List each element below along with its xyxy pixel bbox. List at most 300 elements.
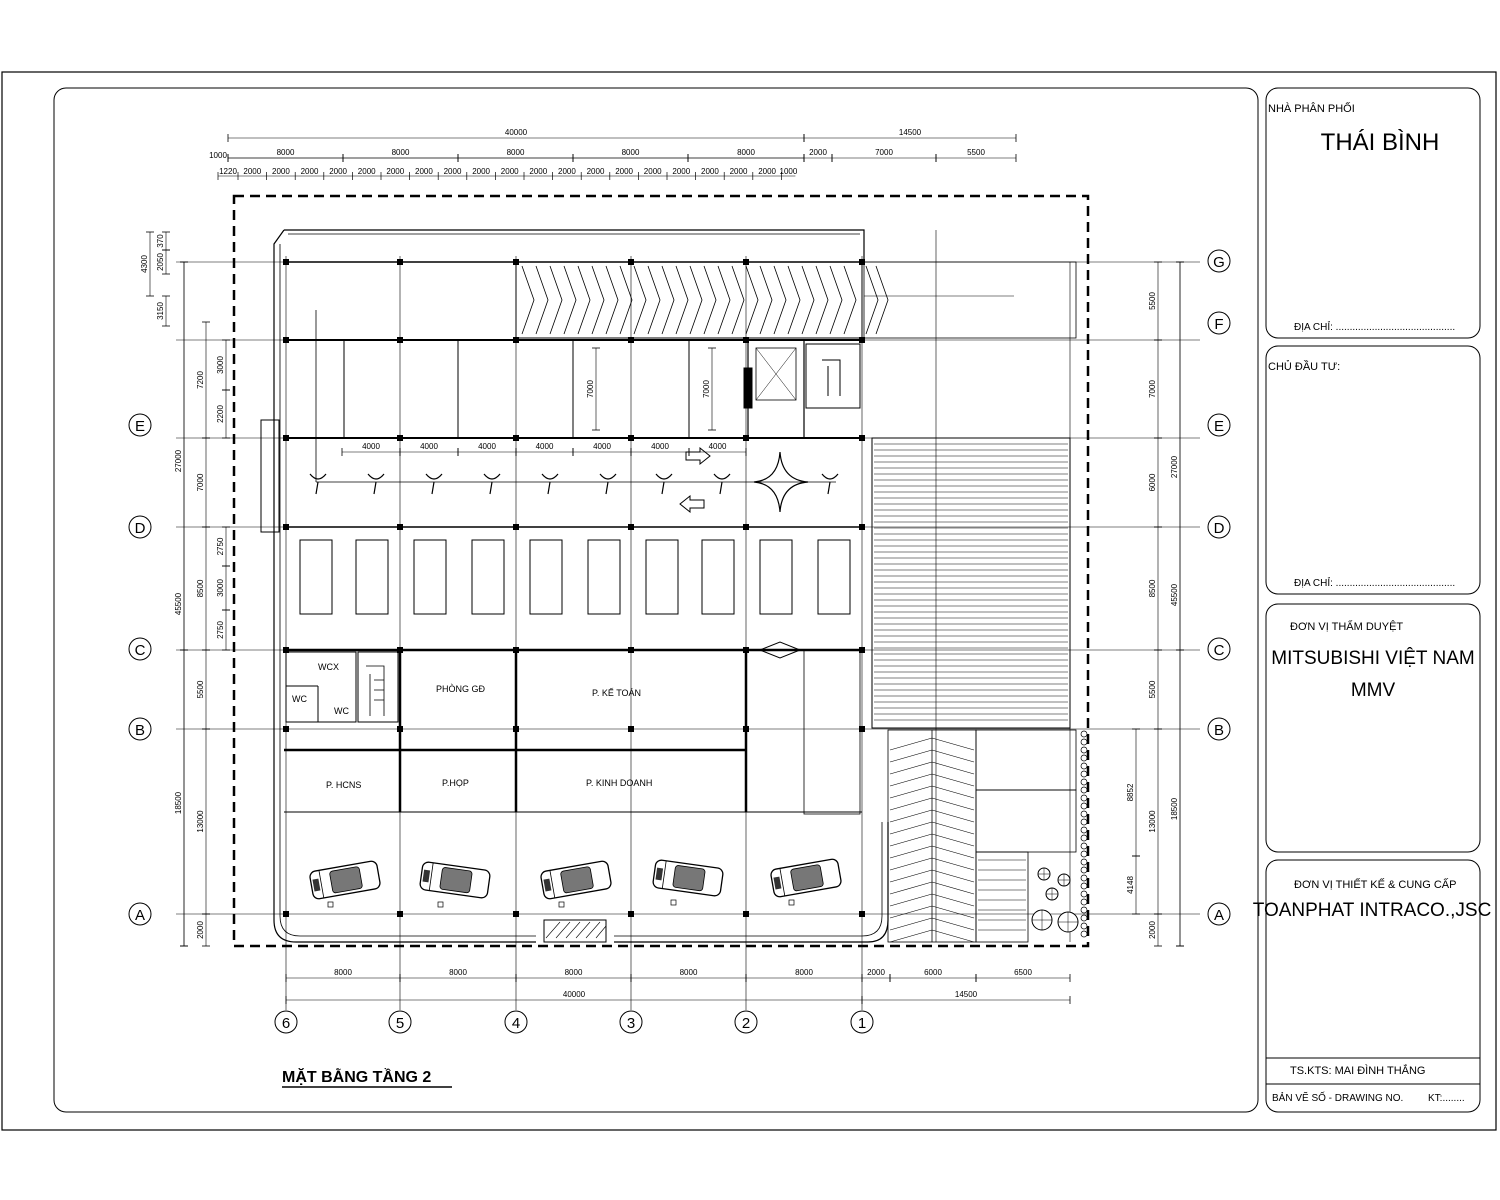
ramp-hatch-line <box>890 810 932 822</box>
parking-space <box>300 540 332 614</box>
chevron-line <box>606 266 618 334</box>
dim-right-total: 45500 <box>1170 583 1179 607</box>
dim-bottom-bay: 8000 <box>564 968 583 977</box>
reviewer-name-1: MITSUBISHI VIỆT NAM <box>1271 648 1475 669</box>
column <box>397 337 403 343</box>
dim-inner-4000: 4000 <box>535 442 554 451</box>
car-marker <box>789 900 794 905</box>
svg-text:1: 1 <box>857 1015 867 1032</box>
parking-space <box>472 540 504 614</box>
parking-space <box>530 540 562 614</box>
column <box>513 524 519 530</box>
column <box>397 911 403 917</box>
dim-top-sub: 2000 <box>272 167 290 176</box>
checker-label: KT:........ <box>1428 1093 1465 1104</box>
dim-inner-4000: 4000 <box>362 442 380 451</box>
ramp-hatch-line <box>890 822 932 834</box>
vehicle-track-mark <box>656 474 672 494</box>
dim-top-sub: 2000 <box>729 167 748 176</box>
grid-bubble-row-a-left <box>129 903 151 925</box>
ramp-hatch-line <box>890 858 932 870</box>
ramp-hatch-line <box>932 798 974 810</box>
svg-text:C: C <box>1213 642 1225 659</box>
chevron-line <box>634 266 646 334</box>
column <box>397 435 403 441</box>
chevron-line <box>676 266 688 334</box>
dim-right-sub: 8852 <box>1126 783 1135 802</box>
svg-text:D: D <box>1213 520 1225 537</box>
svg-text:4: 4 <box>511 1015 521 1032</box>
chevron-line <box>718 266 730 334</box>
ramp-hatch-line <box>932 918 974 930</box>
ramp-hatch-line <box>932 894 974 906</box>
chevron-line <box>830 266 842 334</box>
chevron-line <box>620 266 632 334</box>
hedge-shrub <box>1081 795 1087 801</box>
dim-right-row: 7000 <box>1148 380 1157 398</box>
chevron-line <box>774 266 786 334</box>
chevron-line <box>844 266 856 334</box>
vehicle-track-mark <box>600 474 616 494</box>
dim-left-row: 7000 <box>196 473 205 492</box>
car-roof <box>440 867 473 893</box>
chevron-line <box>788 266 800 334</box>
dim-right-row: 5500 <box>1148 292 1157 310</box>
ramp-hatch-line <box>890 738 932 750</box>
distributor-name: THÁI BÌNH <box>1320 129 1440 156</box>
dim-top-sub: 2000 <box>386 167 405 176</box>
ramp-hatch-line <box>890 906 932 918</box>
drawing-title: MẶT BẰNG TẦNG 2 <box>282 1069 432 1086</box>
ramp-hatch-line <box>890 894 932 906</box>
column <box>628 911 634 917</box>
room-hcns: P. HCNS <box>326 780 362 790</box>
car-marker <box>328 902 333 907</box>
ramp-hatch-line <box>890 846 932 858</box>
roof-chevron-hatch <box>522 266 888 334</box>
grid-bubble-row-a-right <box>1208 903 1230 925</box>
hedge-shrub <box>1081 891 1087 897</box>
dim-bottom-bay: 8000 <box>795 968 813 977</box>
room-wc-2: WC <box>334 706 349 716</box>
dim-right-sub: 4148 <box>1126 876 1135 894</box>
car-roof <box>790 864 823 891</box>
dim-right-row: 6000 <box>1148 473 1157 492</box>
car-marker <box>671 900 676 905</box>
dim-top-right-bay: 7000 <box>875 148 893 157</box>
dim-top-sub: 2000 <box>243 167 262 176</box>
elevator-core <box>744 340 804 438</box>
hedge-shrub <box>1081 739 1087 745</box>
column <box>513 435 519 441</box>
chevron-line <box>522 266 534 334</box>
dim-left-row: 13000 <box>196 810 205 833</box>
dim-right-row: 2000 <box>1148 921 1157 939</box>
dim-bottom-bay: 8000 <box>449 968 467 977</box>
room-kinh-doanh: P. KINH DOANH <box>586 778 653 788</box>
entrance-hatch <box>546 922 606 938</box>
parking-space <box>702 540 734 614</box>
dim-top-sub: 2000 <box>643 167 662 176</box>
vehicle-track-mark <box>714 474 730 494</box>
dim-top-sub: 2000 <box>701 167 719 176</box>
ramp-hatch-line <box>932 882 974 894</box>
dim-top-sub: 2000 <box>329 167 347 176</box>
landscape-trees <box>1032 731 1087 937</box>
hedge-shrub <box>1081 771 1087 777</box>
dim-top-bay: 8000 <box>391 148 410 157</box>
designer-label: ĐƠN VỊ THIẾT KẾ & CUNG CẤP <box>1294 879 1457 891</box>
chevron-line <box>816 266 828 334</box>
dim-left-sub: 3000 <box>216 579 225 597</box>
chevron-line <box>746 266 758 334</box>
dim-left-row: 7200 <box>196 371 205 389</box>
dim-top-right-bay: 5500 <box>967 148 985 157</box>
grid-bubble-row-b-left <box>129 718 151 740</box>
ramp-hatch-line <box>932 870 974 882</box>
chevron-line <box>648 266 660 334</box>
dim-right-18500: 18500 <box>1170 797 1179 821</box>
distributor-label: NHÀ PHÂN PHỐI <box>1268 103 1355 115</box>
hedge-shrub <box>1081 755 1087 761</box>
site-boundary <box>234 196 1088 946</box>
showroom-cars <box>309 858 842 907</box>
dim-top-sub: 2000 <box>529 167 548 176</box>
dim-bottom-bay: 8000 <box>334 968 352 977</box>
ramp-hatch-line <box>890 786 932 798</box>
dim-right-row: 5500 <box>1148 680 1157 699</box>
svg-text:D: D <box>134 520 146 537</box>
dim-bottom-bay: 6500 <box>1014 968 1032 977</box>
hedge-shrub <box>1081 899 1087 905</box>
dim-inner-4000: 4000 <box>478 442 496 451</box>
reviewer-name-2: MMV <box>1350 680 1396 701</box>
ramp-hatch <box>890 738 1026 942</box>
grid-bubbles-bottom <box>275 1011 873 1033</box>
hatched-roof-area <box>516 262 862 338</box>
architect-name: TS.KTS: MAI ĐÌNH THẮNG <box>1290 1065 1426 1077</box>
dim-bottom-right-total: 14500 <box>954 990 978 999</box>
canopy-area <box>864 262 1076 338</box>
ramp-hatch-line <box>932 750 974 762</box>
investor-address: ĐỊA CHỈ: ........................................... <box>1294 578 1456 589</box>
car-roof <box>560 866 593 893</box>
dim-top-sub: 1000 <box>779 167 798 176</box>
title-box-investor <box>1266 346 1480 594</box>
chevron-line <box>732 266 744 334</box>
column <box>283 337 289 343</box>
svg-text:3: 3 <box>626 1015 636 1032</box>
dim-bottom-bay: 8000 <box>679 968 698 977</box>
dim-left-sub: 2200 <box>216 405 225 423</box>
car <box>419 861 490 898</box>
ramp-hatch-line <box>932 906 974 918</box>
entrance-feature <box>261 420 279 532</box>
grid-bubble-row-c-right <box>1208 638 1230 660</box>
car-roof <box>329 866 362 893</box>
hedge-shrub <box>1081 907 1087 913</box>
dim-inner-4000: 4000 <box>420 442 438 451</box>
column <box>859 911 865 917</box>
car <box>770 858 842 897</box>
dim-left-top: 2050 <box>156 253 165 271</box>
chevron-line <box>704 266 716 334</box>
dim-top-sub: 2000 <box>558 167 576 176</box>
grid-bubbles-left <box>129 414 151 925</box>
dim-bottom-bay: 2000 <box>867 968 885 977</box>
stair-core-top <box>806 344 860 408</box>
column <box>397 524 403 530</box>
title-box-distributor <box>1266 88 1480 338</box>
ramp-hatch-line <box>932 846 974 858</box>
column <box>628 726 634 732</box>
dim-left-row: 8500 <box>196 579 205 598</box>
ramp-hatch-line <box>890 762 932 774</box>
parking-space <box>760 540 792 614</box>
hedge-shrub <box>1081 835 1087 841</box>
hedge-shrub <box>1081 851 1087 857</box>
room-wc-cx: WCX <box>318 662 339 672</box>
ramp-hatch-line <box>890 798 932 810</box>
ramp-hatch-line <box>890 750 932 762</box>
dim-right-27000: 27000 <box>1170 455 1179 479</box>
column <box>628 435 634 441</box>
svg-text:E: E <box>134 418 146 435</box>
hedge-shrub <box>1081 731 1087 737</box>
car <box>652 859 723 896</box>
dim-top-bay: 8000 <box>621 148 640 157</box>
hedge-shrub <box>1081 883 1087 889</box>
dim-inner-4000: 4000 <box>651 442 669 451</box>
chevron-line <box>662 266 674 334</box>
column <box>283 524 289 530</box>
hedge-shrub <box>1081 811 1087 817</box>
vehicle-track-mark <box>368 474 384 494</box>
dim-left-18500: 18500 <box>174 791 183 815</box>
room-hop: P.HỌP <box>442 778 469 788</box>
grid-bubble-col-1 <box>851 1011 873 1033</box>
dim-bottom-bay: 6000 <box>924 968 942 977</box>
ramp-hatch-line <box>932 930 974 942</box>
svg-text:C: C <box>134 642 146 659</box>
vehicle-track-mark <box>542 474 558 494</box>
grid-bubble-col-6 <box>275 1011 297 1033</box>
vehicle-track-mark <box>426 474 442 494</box>
dim-inner-7000: 7000 <box>586 380 595 398</box>
dim-left-sub: 3000 <box>216 356 225 374</box>
grid-bubble-col-5 <box>389 1011 411 1033</box>
dim-top-sub: 2000 <box>443 167 462 176</box>
grid-bubble-row-d-right <box>1208 516 1230 538</box>
grid-bubble-col-3 <box>620 1011 642 1033</box>
dim-right-row: 13000 <box>1148 810 1157 833</box>
dim-left-top: 3150 <box>156 302 165 320</box>
dim-top-right-total: 14500 <box>898 128 922 137</box>
dim-top-bay: 8000 <box>506 148 525 157</box>
chevron-line <box>802 266 814 334</box>
hedge-shrub <box>1081 747 1087 753</box>
column <box>859 435 865 441</box>
parking-space <box>414 540 446 614</box>
dim-left-top: 370 <box>156 234 165 248</box>
chevron-line <box>550 266 562 334</box>
grid-bubble-col-4 <box>505 1011 527 1033</box>
column <box>859 524 865 530</box>
grid-bubble-row-d-left <box>129 516 151 538</box>
chevron-line <box>592 266 604 334</box>
ramp-hatch-line <box>932 786 974 798</box>
parking-space <box>356 540 388 614</box>
grid-bubble-row-e-left <box>129 414 151 436</box>
column <box>743 911 749 917</box>
chevron-line <box>690 266 702 334</box>
title-block <box>1253 88 1492 1112</box>
dim-left-sub: 2750 <box>216 537 225 556</box>
column <box>283 726 289 732</box>
dim-left-row: 5500 <box>196 680 205 699</box>
vehicle-track-mark <box>310 474 326 494</box>
ramp-hatch-line <box>890 774 932 786</box>
column <box>283 259 289 265</box>
column <box>513 911 519 917</box>
chevron-line <box>536 266 548 334</box>
hedge-shrub <box>1081 819 1087 825</box>
ramp-hatch-line <box>932 762 974 774</box>
grid-bubble-row-e-right <box>1208 414 1230 436</box>
traffic-arrows <box>316 310 836 658</box>
vehicle-track-mark <box>484 474 500 494</box>
office-walls <box>284 650 862 814</box>
hedge-shrub <box>1081 915 1087 921</box>
svg-text:G: G <box>1213 254 1225 271</box>
dim-left-27000: 27000 <box>174 449 183 473</box>
room-wc-1: WC <box>292 694 307 704</box>
ramp-hatch-line <box>890 918 932 930</box>
ramp-hatch-line <box>932 822 974 834</box>
room-phong-ge: PHÒNG GĐ <box>436 684 486 694</box>
dim-top-total: 40000 <box>504 128 528 137</box>
ramp-hatch-line <box>932 858 974 870</box>
ramp-hatch-line <box>932 774 974 786</box>
ramp-hatch-line <box>890 930 932 942</box>
car <box>540 860 612 899</box>
drawing-no-label: BẢN VẼ SỐ - DRAWING NO. <box>1272 1093 1404 1104</box>
striped-roof-panel <box>872 438 1070 728</box>
designer-name: TOANPHAT INTRACO.,JSC <box>1252 900 1492 921</box>
column <box>397 259 403 265</box>
investor-label: CHỦ ĐẦU TƯ: <box>1268 361 1341 373</box>
dim-top-right-bay: 2000 <box>809 148 827 157</box>
hedge-shrub <box>1081 875 1087 881</box>
parking-space <box>818 540 850 614</box>
room-ke-toan: P. KẾ TOÁN <box>592 688 642 698</box>
hedge-shrub <box>1081 779 1087 785</box>
ramp-hatch-line <box>890 882 932 894</box>
title-box-reviewer <box>1266 604 1480 852</box>
dim-left-total: 45500 <box>174 592 183 616</box>
svg-text:2: 2 <box>741 1015 751 1032</box>
hedge-shrub <box>1081 763 1087 769</box>
front-entrance-ramp <box>544 920 606 942</box>
column <box>283 911 289 917</box>
dim-top-sub: 2000 <box>672 167 691 176</box>
dim-left-sub: 2750 <box>216 621 225 639</box>
dim-top-bay: 8000 <box>737 148 755 157</box>
parking-bays <box>300 540 850 614</box>
car-marker <box>438 902 443 907</box>
distributor-address: ĐỊA CHỈ: ........................................... <box>1294 322 1456 333</box>
chevron-line <box>564 266 576 334</box>
parking-space <box>646 540 678 614</box>
ramp-hatch-line <box>890 870 932 882</box>
dim-left-row: 2000 <box>196 921 205 939</box>
grid-bubble-row-b-right <box>1208 718 1230 740</box>
vehicle-tracks <box>310 474 838 494</box>
grid-bubble-row-g-right <box>1208 250 1230 272</box>
roof-stripes <box>874 444 1068 720</box>
hedge-shrub <box>1081 803 1087 809</box>
svg-text:6: 6 <box>281 1015 291 1032</box>
stair-core-left <box>358 652 398 722</box>
hedge-shrub <box>1081 843 1087 849</box>
hedge-shrub <box>1081 867 1087 873</box>
hedge-shrub <box>1081 787 1087 793</box>
building-outline <box>261 230 888 942</box>
grid-bubble-row-f-right <box>1208 312 1230 334</box>
dim-bottom-total: 40000 <box>562 990 586 999</box>
chevron-line <box>760 266 772 334</box>
dim-top-sub: 2000 <box>472 167 490 176</box>
svg-text:E: E <box>1213 418 1225 435</box>
dim-top-sub: 2000 <box>615 167 633 176</box>
parking-space <box>588 540 620 614</box>
dim-top-sub: 1220 <box>219 167 237 176</box>
hedge-shrub <box>1081 859 1087 865</box>
dim-top-sub: 2000 <box>357 167 376 176</box>
dim-inner-4000: 4000 <box>593 442 611 451</box>
svg-text:A: A <box>134 907 146 924</box>
dim-top-sub: 2000 <box>415 167 433 176</box>
dim-left-top: 4300 <box>140 255 149 273</box>
column <box>283 435 289 441</box>
dim-top-sub: 2000 <box>586 167 605 176</box>
column <box>628 524 634 530</box>
dim-inner-4000: 4000 <box>708 442 727 451</box>
car <box>309 860 381 899</box>
svg-text:A: A <box>1213 907 1225 924</box>
chevron-line <box>866 266 878 334</box>
ramp-hatch-line <box>932 834 974 846</box>
car-marker <box>559 902 564 907</box>
dim-top-bay: 8000 <box>276 148 295 157</box>
column <box>743 524 749 530</box>
ramp-hatch-line <box>890 834 932 846</box>
grid-bubbles-right <box>1208 250 1230 925</box>
svg-text:5: 5 <box>395 1015 405 1032</box>
hedge-shrub <box>1081 923 1087 929</box>
car-roof <box>673 865 706 891</box>
structural-columns <box>283 259 865 917</box>
dim-inner-7000: 7000 <box>702 380 711 398</box>
vehicle-track-mark <box>822 474 838 494</box>
svg-text:F: F <box>1214 316 1224 333</box>
reviewer-label: ĐƠN VỊ THẨM DUYỆT <box>1290 621 1404 633</box>
hedge-shrub <box>1081 931 1087 937</box>
svg-text:B: B <box>134 722 146 739</box>
grid-bubble-col-2 <box>735 1011 757 1033</box>
dim-right-row: 8500 <box>1148 579 1157 598</box>
grid-bubble-row-c-left <box>129 638 151 660</box>
